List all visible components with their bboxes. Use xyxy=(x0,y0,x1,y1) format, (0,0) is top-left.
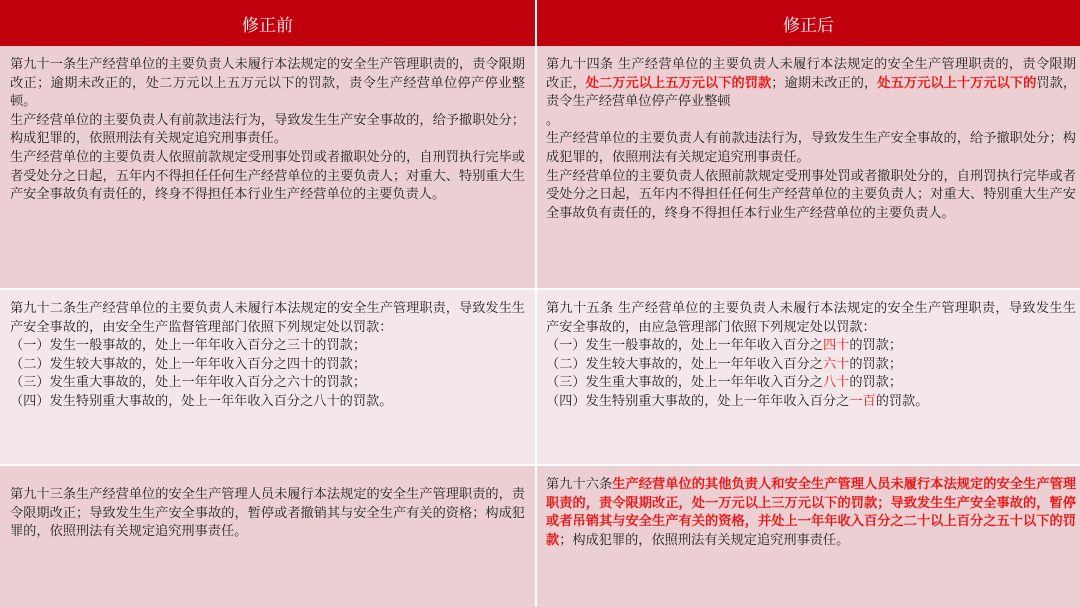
row1-after-p3: 生产经营单位的主要负责人依照前款规定受刑事处罚或者撤职处分的，自刑罚执行完毕或者受处分之日起，五年内不得担任任何生产经营单位的主要负责人；对重大、特别重大生产安全事故负有责任的，终身不得担任本行业生产经营单位的主要负责人。 xyxy=(546,168,1076,221)
text-span: （三）发生重大事故的，处上一年年收入百分之 xyxy=(546,375,823,391)
text-span: ；构成犯罪的，依照刑法有关规定追究刑事责任。 xyxy=(559,532,850,548)
highlight-span: 生产经营单位的其他负责人和安全生产管理人员未履行本法规定的安全生产管理职责的，责令限期改正，处一万元以上三万元以下的罚款；导致发生生产安全事故的，暂停或者吊销其与安全生产有关的资格，并处上一年年收入百分之二十以上百分之五十以下的罚款 xyxy=(546,477,1077,548)
highlight-span: 一百 xyxy=(849,393,876,409)
row1-after-p1 xyxy=(546,56,1076,112)
highlight-span: 处二万元以上五万元以下的罚款 xyxy=(585,75,772,91)
text-span: 罚款，责令生产经营单位停产停业整顿 xyxy=(546,75,1077,110)
text-span: （二）发生较大事故的，处上一年年收入百分之 xyxy=(546,356,823,372)
row1-after-cell xyxy=(537,46,1080,288)
row2-after-item xyxy=(546,356,1076,375)
row2-after-item xyxy=(546,374,1076,393)
row2-after-item xyxy=(546,393,1076,412)
row1-before-cell xyxy=(0,46,537,288)
row1-before-p1: 第九十一条生产经营单位的主要负责人未履行本法规定的安全生产管理职责的，责令限期改正；逾期未改正的，处二万元以上五万元以下的罚款，责令生产经营单位停产停业整顿。 xyxy=(10,57,525,110)
highlight-span: 八十 xyxy=(822,375,850,391)
row2-after-item xyxy=(546,337,1076,356)
highlight-span: 处五万元以上十万元以下的 xyxy=(877,75,1037,91)
text-span: 第九十六条 xyxy=(546,477,613,492)
row2-before-item: （三）发生重大事故的，处上一年年收入百分之六十的罚款； xyxy=(10,375,367,391)
highlight-span: 四十 xyxy=(822,338,850,354)
text-span: 第九十四条 生产经营单位的主要负责人未履行本法规定的安全生产管理职责的，责令限期改正， xyxy=(546,57,1076,91)
row2-before-item: （一）发生一般事故的，处上一年年收入百分之三十的罚款； xyxy=(10,338,367,354)
row1-before-p3: 生产经营单位的主要负责人依照前款规定受刑事处罚或者撤职处分的，自刑罚执行完毕或者受处分之日起，五年内不得担任任何生产经营单位的主要负责人；对重大、特别重大生产安全事故负有责任的，终身不得担任本行业生产经营单位的主要负责人。 xyxy=(10,149,525,203)
row2-after-intro: 第九十五条 生产经营单位的主要负责人未履行本法规定的安全生产管理职责，导致发生生产安全事故的，由应急管理部门依照下列规定处以罚款： xyxy=(546,301,1076,335)
row2-before-intro: 第九十二条生产经营单位的主要负责人未履行本法规定的安全生产管理职责，导致发生生产安全事故的，由安全生产监督管理部门依照下列规定处以罚款： xyxy=(10,301,525,335)
row2-before-item: （二）发生较大事故的，处上一年年收入百分之四十的罚款； xyxy=(10,356,367,372)
text-span: 的罚款。 xyxy=(875,393,929,409)
row3-after-cell xyxy=(537,464,1080,607)
row2-before-cell xyxy=(0,288,537,464)
text-span: 的罚款； xyxy=(849,375,903,391)
row1-before-p2: 生产经营单位的主要负责人有前款违法行为，导致发生生产安全事故的，给予撤职处分；构成犯罪的，依照刑法有关规定追究刑事责任。 xyxy=(10,112,525,147)
header-after: 修正后 xyxy=(537,0,1080,46)
row2-before-item: （四）发生特别重大事故的，处上一年年收入百分之八十的罚款。 xyxy=(10,393,393,409)
highlight-span: 六十 xyxy=(822,356,850,372)
row3-after-p1 xyxy=(546,476,1076,550)
text-span: ；逾期未改正的， xyxy=(771,75,878,91)
row1-after-period: 。 xyxy=(546,112,560,128)
row3-before-cell xyxy=(0,464,537,607)
text-span: 的罚款； xyxy=(849,338,903,354)
text-span: （一）发生一般事故的，处上一年年收入百分之 xyxy=(546,338,823,354)
text-span: （四）发生特别重大事故的，处上一年年收入百分之 xyxy=(546,393,850,409)
row1-after-p2: 生产经营单位的主要负责人有前款违法行为，导致发生生产安全事故的，给予撤职处分；构成犯罪的，依照刑法有关规定追究刑事责任。 xyxy=(546,131,1076,165)
text-span: 的罚款； xyxy=(849,356,903,372)
row2-after-cell xyxy=(537,288,1080,464)
header-before: 修正前 xyxy=(0,0,537,46)
row3-before-p1: 第九十三条生产经营单位的安全生产管理人员未履行本法规定的安全生产管理职责的，责令限期改正；导致发生生产安全事故的，暂停或者撤销其与安全生产有关的资格；构成犯罪的，依照刑法有关规定追究刑事责任。 xyxy=(10,487,525,540)
